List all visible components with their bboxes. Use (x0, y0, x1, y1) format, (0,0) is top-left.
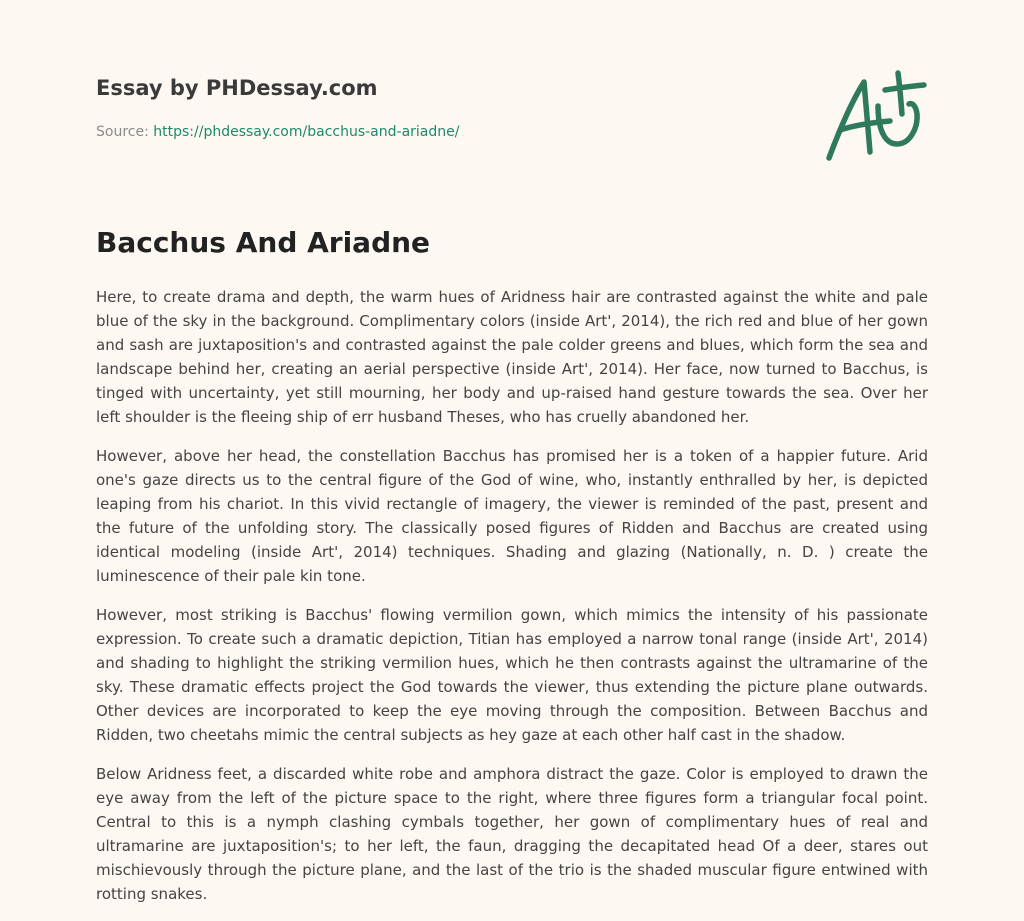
essay-paragraph: However, most striking is Bacchus' flowing vermilion gown, which mimics the intensity of his passionate expression. To create such a dramatic depiction, Titian has employed a narrow tonal range (inside Art', 2014) and shading to highlight the striking vermilion hues, which he then contrasts against the ultramarine of the sky. These dramatic effects project the God towards the viewer, thus extending the picture plane outwards. Other devices are incorporated to keep the eye moving through the composition. Between Bacchus and Ridden, two cheetahs mimic the central subjects as hey gaze at each other half cast in the shadow. (96, 606, 928, 744)
essay-paragraph: However, above her head, the constellation Bacchus has promised her is a token of a happier future. Arid one's gaze directs us to the central figure of the God of wine, who, instantly enthralled by her, is depicted leaping from his chariot. In this vivid rectangle of imagery, the viewer is reminded of the past, present and the future of the unfolding story. The classically posed figures of Ridden and Bacchus are created using identical modeling (inside Art', 2014) techniques. Shading and glazing (Nationally, n. D. ) create the luminescence of their pale kin tone. (96, 447, 928, 585)
source-line (96, 124, 459, 140)
essay-title: Bacchus And Ariadne (96, 226, 431, 259)
a-plus-grade-icon (818, 66, 930, 166)
essay-paragraph: Below Aridness feet, a discarded white robe and amphora distract the gaze. Color is employed to drawn the eye away from the left of the picture space to the right, where three figures form a triangular focal point. Central to this is a nymph clashing cymbals together, her gown of complimentary hues of real and ultramarine are juxtaposition's; to her left, the faun, dragging the decapitated head Of a deer, stares out mischievously through the picture plane, and the last of the trio is the shaded muscular figure entwined with rotting snakes. (96, 765, 928, 903)
essay-paragraph: Here, to create drama and depth, the warm hues of Aridness hair are contrasted against the white and pale blue of the sky in the background. Complimentary colors (inside Art', 2014), the rich red and blue of her gown and sash are juxtaposition's and contrasted against the pale colder greens and blues, which form the sea and landscape behind her, creating an aerial perspective (inside Art', 2014). Her face, now turned to Bacchus, is tinged with uncertainty, yet still mourning, her body and up-raised hand gesture towards the sea. Over her left shoulder is the fleeing ship of err husband Theses, who has cruelly abandoned her. (96, 288, 928, 426)
source-label: Source: (96, 124, 149, 140)
source-link[interactable]: https://phdessay.com/bacchus-and-ariadne/ (153, 124, 460, 140)
essay-body (96, 285, 928, 921)
site-title: Essay by PHDessay.com (96, 76, 378, 100)
